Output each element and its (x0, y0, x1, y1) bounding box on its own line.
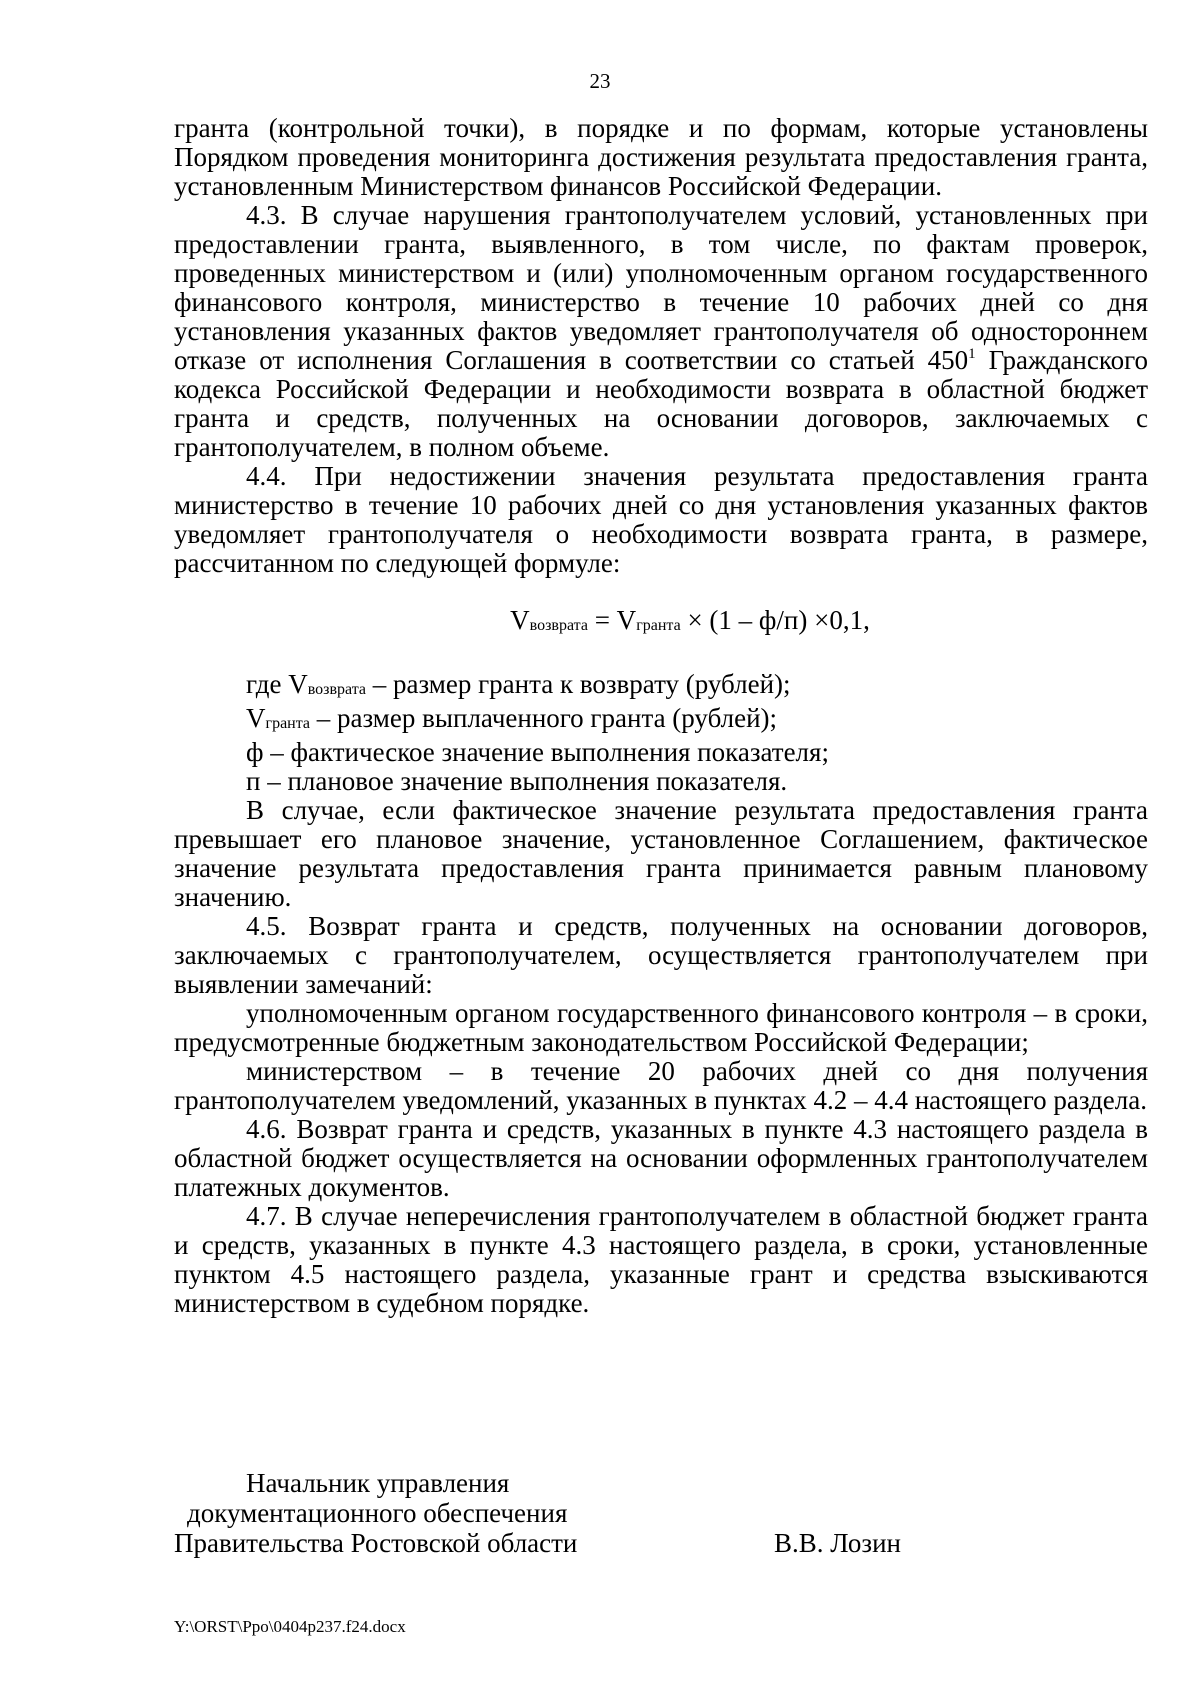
paragraph-4-4: 4.4. При недостижении значения результата предоставления гранта министерство в течение 10 рабочих дней со дня установления указанных фактов уведомляет грантополучателя о необходимости возврата гранта, в размере, рассчитанном по следующей формуле: (174, 461, 1148, 578)
definition-v-refund (174, 670, 1148, 704)
formula-sub-grant: гранта (636, 617, 681, 634)
definition-planned: п – плановое значение выполнения показателя. (246, 766, 788, 796)
paragraph-4-3 (174, 201, 1148, 462)
file-path: Y:\ORST\Ppo\0404p237.f24.docx (174, 1617, 406, 1636)
formula-tail: × (1 – ф/п) ×0,1, (680, 605, 870, 635)
paragraph-4-5-control-body: уполномоченным органом государственного финансового контроля – в сроки, предусмотренные бюджетным законодательством Российской Федерации; (174, 998, 1148, 1057)
paragraph-4-5: 4.5. Возврат гранта и средств, полученных на основании договоров, заключаемых с грантополучателем, осуществляется грантополучателем при выявлении замечаний: (174, 911, 1148, 999)
paragraph-4-3-part-b: Гражданского кодекса Российской Федерации и необходимости возврата в областной бюджет гранта и средств, полученных на основании договоров, заключаемых с грантополучателем, в полном объеме. (174, 345, 1148, 462)
paragraph-4-7: 4.7. В случае неперечисления грантополучателем в областной бюджет гранта и средств, указанных в пункте 4.3 настоящего раздела, в сроки, установленные пунктом 4.5 настоящего раздела, указанные грант и средства взыскиваются министерством в судебном порядке. (174, 1201, 1148, 1318)
signature-position-line-3: Правительства Ростовской области (174, 1528, 578, 1558)
document-body (174, 114, 1148, 1318)
paragraph-intro: гранта (контрольной точки), в порядке и по формам, которые установлены Порядком проведения мониторинга достижения результата предоставления гранта, установленным Министерством финансов Российской Федерации. (174, 113, 1148, 201)
formula-equals-v: = V (587, 605, 637, 635)
refund-formula (174, 606, 1148, 640)
formula-sub-refund: возврата (529, 617, 588, 634)
paragraph-excess: В случае, если фактическое значение результата предоставления гранта превышает его плановое значение, установленное Соглашением, фактическое значение результата предоставления гранта принимается равным плановому значению. (174, 795, 1148, 912)
definition-prefix: где V (246, 669, 308, 699)
definition-prefix: V (246, 703, 266, 733)
definition-sub: возврата (307, 681, 366, 698)
definition-actual: ф – фактическое значение выполнения показателя; (246, 737, 829, 767)
paragraph-4-6: 4.6. Возврат гранта и средств, указанных в пункте 4.3 настоящего раздела в областной бюджет осуществляется на основании оформленных грантополучателем платежных документов. (174, 1114, 1148, 1202)
formula-v-refund: V (510, 605, 530, 635)
paragraph-4-3-part-a: 4.3. В случае нарушения грантополучателем условий, установленных при предоставлении гранта, выявленного, в том числе, по фактам проверок, проведенных министерством и (или) уполномоченным органом государственного финансового контроля, министерство в течение 10 рабочих дней со дня установления указанных фактов уведомляет грантополучателя об одностороннем отказе от исполнения Соглашения в соответствии со статьей 450 (174, 200, 1148, 375)
page-number: 23 (589, 69, 611, 93)
definition-text: – размер выплаченного гранта (рублей); (310, 703, 778, 733)
paragraph-4-5-ministry: министерством – в течение 20 рабочих дней со дня получения грантополучателем уведомлений, указанных в пунктах 4.2 – 4.4 настоящего раздела. (174, 1056, 1148, 1115)
article-superscript: 1 (968, 346, 976, 362)
definition-text: – размер гранта к возврату (рублей); (366, 669, 791, 699)
definition-v-grant (174, 704, 1148, 738)
signature-position-line-1: Начальник управления (246, 1468, 510, 1498)
signature-position-line-2: документационного обеспечения (187, 1498, 568, 1528)
signatory-name: В.В. Лозин (774, 1528, 901, 1558)
definition-sub: гранта (265, 715, 311, 732)
